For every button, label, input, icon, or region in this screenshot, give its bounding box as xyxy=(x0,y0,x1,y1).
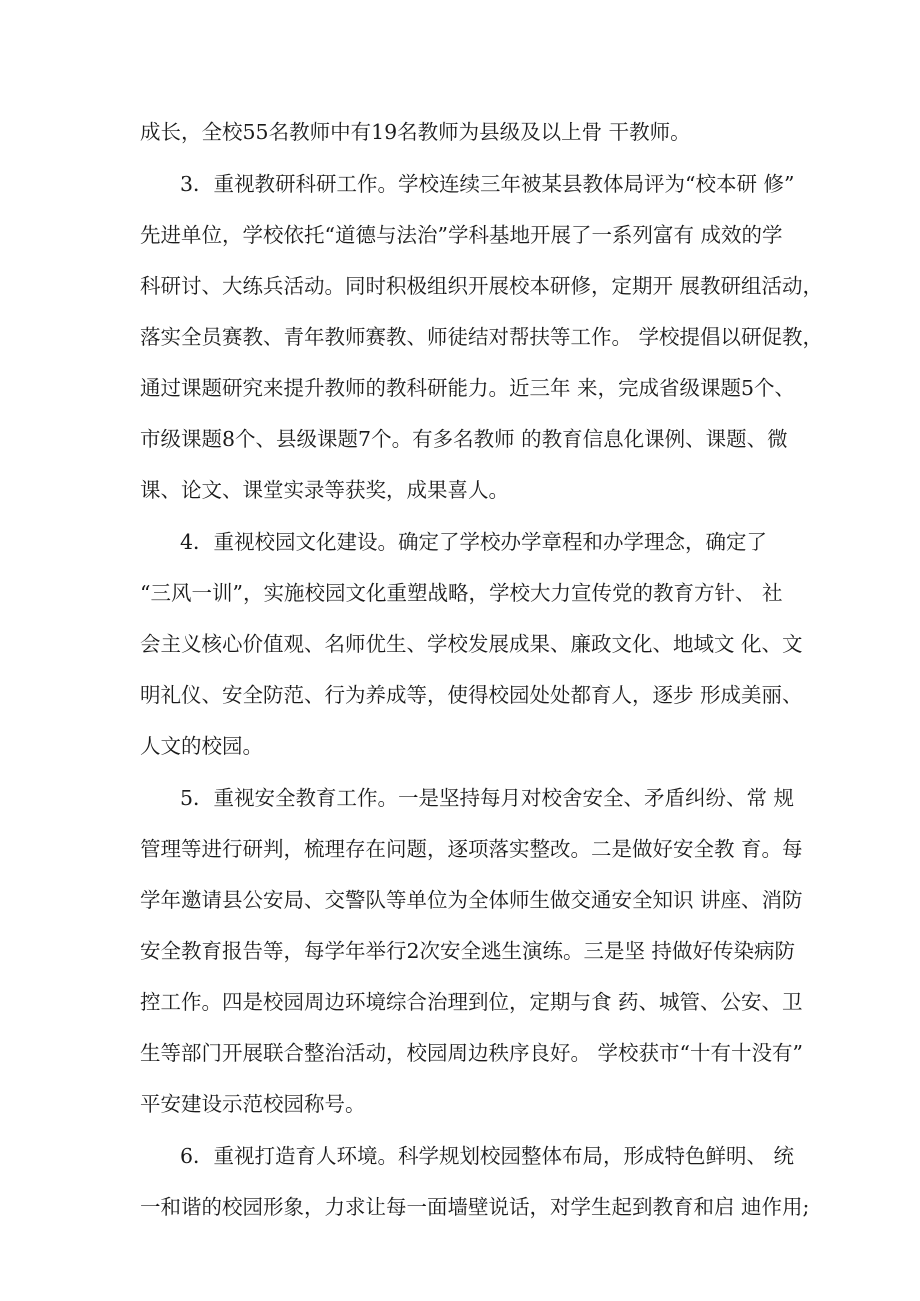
paragraph-4-heading-line: 4．重视校园文化建设。确定了学校办学章程和办学理念，确定了 xyxy=(180,530,768,554)
text-line: 先进单位，学校依托“道德与法治”学科基地开展了一系列富有 成效的学 xyxy=(140,223,783,247)
text-line: 市级课题8个、县级课题7个。有多名教师 的教育信息化课例、课题、微 xyxy=(140,427,788,451)
text-line: 管理等进行研判，梳理存在问题，逐项落实整改。二是做好安全教 育。每 xyxy=(140,837,803,861)
text-line: 一和谐的校园形象，力求让每一面墙壁说话，对学生起到教育和启 迪作用; xyxy=(140,1195,810,1219)
paragraph-6-heading-line: 6．重视打造育人环境。科学规划校园整体布局，形成特色鲜明、 统 xyxy=(180,1144,795,1168)
text-line: 学年邀请县公安局、交警队等单位为全体师生做交通安全知识 讲座、消防 xyxy=(140,888,803,912)
paragraph-5-heading-line: 5．重视安全教育工作。一是坚持每月对校舍安全、矛盾纠纷、常 规 xyxy=(180,786,795,810)
text-line: 会主义核心价值观、名师优生、学校发展成果、廉政文化、地域文 化、文 xyxy=(140,632,803,656)
text-line: 安全教育报告等，每学年举行2次安全逃生演练。三是坚 持做好传染病防 xyxy=(140,939,796,963)
text-line: 生等部门开展联合整治活动，校园周边秩序良好。 学校获市“十有十没有” xyxy=(140,1041,803,1065)
text-line: “三风一训”，实施校园文化重塑战略，学校大力宣传党的教育方针、 社 xyxy=(140,581,783,605)
text-line: 课、论文、课堂实录等获奖，成果喜人。 xyxy=(140,478,509,502)
text-line: 控工作。四是校园周边环境综合治理到位，定期与食 药、城管、公安、卫 xyxy=(140,990,803,1014)
text-line: 通过课题研究来提升教师的教科研能力。近三年 来，完成省级课题5个、 xyxy=(140,376,796,400)
text-line: 平安建设示范校园称号。 xyxy=(140,1092,366,1116)
paragraph-3-heading-line: 3．重视教研科研工作。学校连续三年被某县教体局评为“校本研 修” xyxy=(180,172,795,196)
text-line: 明礼仪、安全防范、行为养成等，使得校园处处都育人，逐步 形成美丽、 xyxy=(140,683,803,707)
text-line: 科研讨、大练兵活动。同时积极组织开展校本研修，定期开 展教研组活动， xyxy=(140,274,824,298)
text-line: 人文的校园。 xyxy=(140,734,263,758)
text-line: 成长，全校55名教师中有19名教师为县级及以上骨 干教师。 xyxy=(140,120,691,144)
text-line: 落实全员赛教、青年教师赛教、师徒结对帮扶等工作。 学校提倡以研促教， xyxy=(140,325,824,349)
